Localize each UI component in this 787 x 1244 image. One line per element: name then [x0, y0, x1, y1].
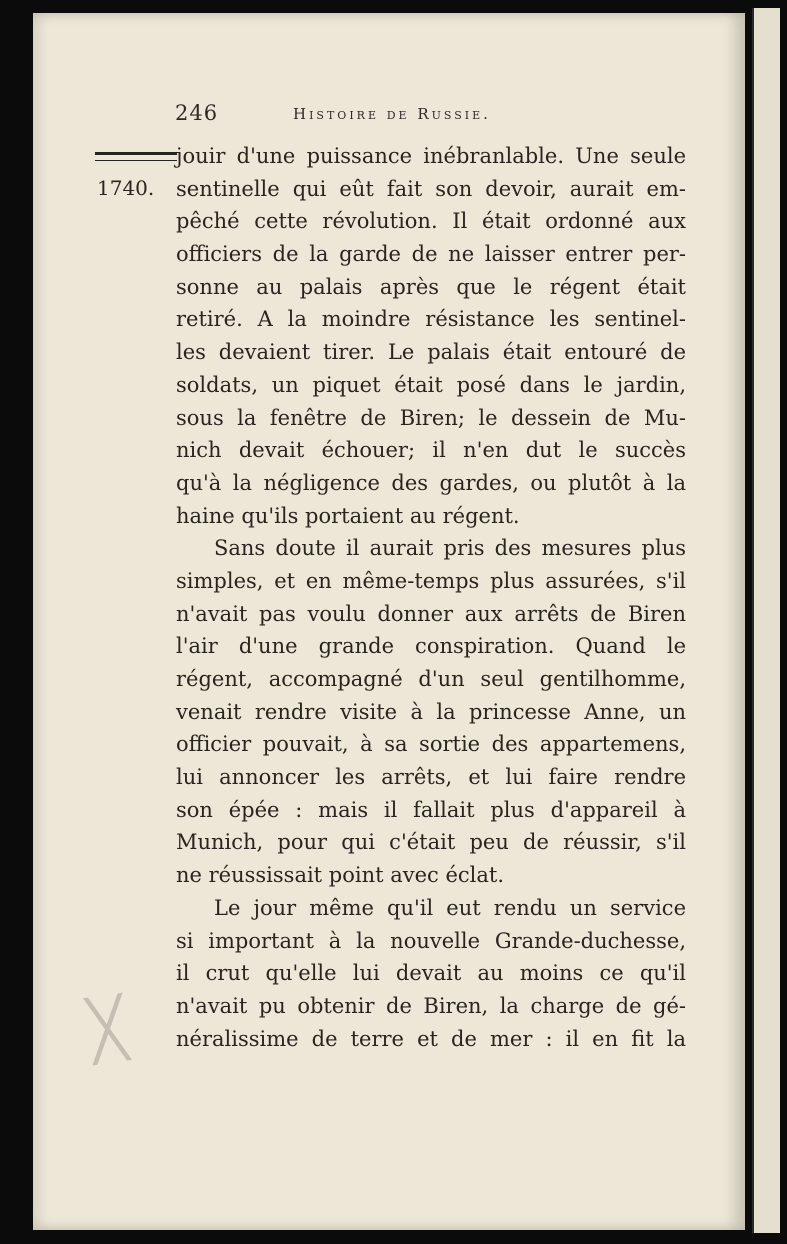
text-line: venait rendre visite à la princesse Anne, un: [176, 699, 686, 724]
text-line: sonne au palais après que le régent était: [176, 274, 686, 299]
text-line: néralissime de terre et de mer : il en fit la: [176, 1026, 686, 1051]
text-line: nich devait échouer; il n'en dut le succès: [176, 438, 686, 463]
text-line: retiré. A la moindre résistance les sentinel-: [176, 307, 686, 332]
text-line: l'air d'une grande conspiration. Quand le: [176, 634, 686, 659]
text-line: si important à la nouvelle Grande-duchesse,: [176, 928, 686, 953]
body-text: [176, 140, 686, 1055]
text-line: Le jour même qu'il eut rendu un service: [214, 895, 686, 920]
text-line: régent, accompagné d'un seul gentilhomme,: [176, 667, 686, 691]
text-line: n'avait pas voulu donner aux arrêts de Biren: [176, 601, 686, 626]
text-line: qu'à la négligence des gardes, ou plutôt à la: [176, 470, 686, 495]
text-line: ne réussissait point avec éclat.: [176, 863, 505, 888]
text-line: simples, et en même-temps plus assurées, s'il: [176, 568, 686, 593]
running-head: [175, 101, 595, 131]
margin-year: 1740.: [97, 176, 155, 200]
margin-rule: [95, 152, 177, 161]
text-line: haine qu'ils portaient au régent.: [176, 503, 520, 528]
text-line: Sans doute il aurait pris des mesures plus: [214, 536, 686, 561]
text-line: sous la fenêtre de Biren; le dessein de Mu-: [176, 405, 686, 430]
text-line: il crut qu'elle lui devait au moins ce qu'il: [176, 961, 686, 986]
text-line: officier pouvait, à sa sortie des appartemens,: [176, 732, 686, 757]
text-line: sentinelle qui eût fait son devoir, aurait em-: [176, 176, 686, 201]
page-number: 246: [175, 101, 219, 125]
text-line: officiers de la garde de ne laisser entrer per-: [176, 242, 686, 267]
text-line: n'avait pu obtenir de Biren, la charge de gé-: [176, 993, 686, 1018]
text-line: jouir d'une puissance inébranlable. Une seule: [176, 144, 686, 168]
text-line: les devaient tirer. Le palais était entouré de: [176, 340, 686, 365]
running-title: Histoire de Russie.: [293, 105, 491, 123]
text-line: son épée : mais il fallait plus d'appareil à: [176, 797, 686, 822]
text-line: lui annoncer les arrêts, et lui faire rendre: [176, 765, 686, 790]
pencil-mark: ╳: [85, 992, 130, 1066]
text-line: soldats, un piquet était posé dans le jardin,: [176, 372, 686, 397]
facing-page-edge: [752, 8, 780, 1233]
text-line: pêché cette révolution. Il était ordonné aux: [176, 209, 686, 234]
text-line: Munich, pour qui c'était peu de réussir, s'il: [176, 830, 686, 855]
